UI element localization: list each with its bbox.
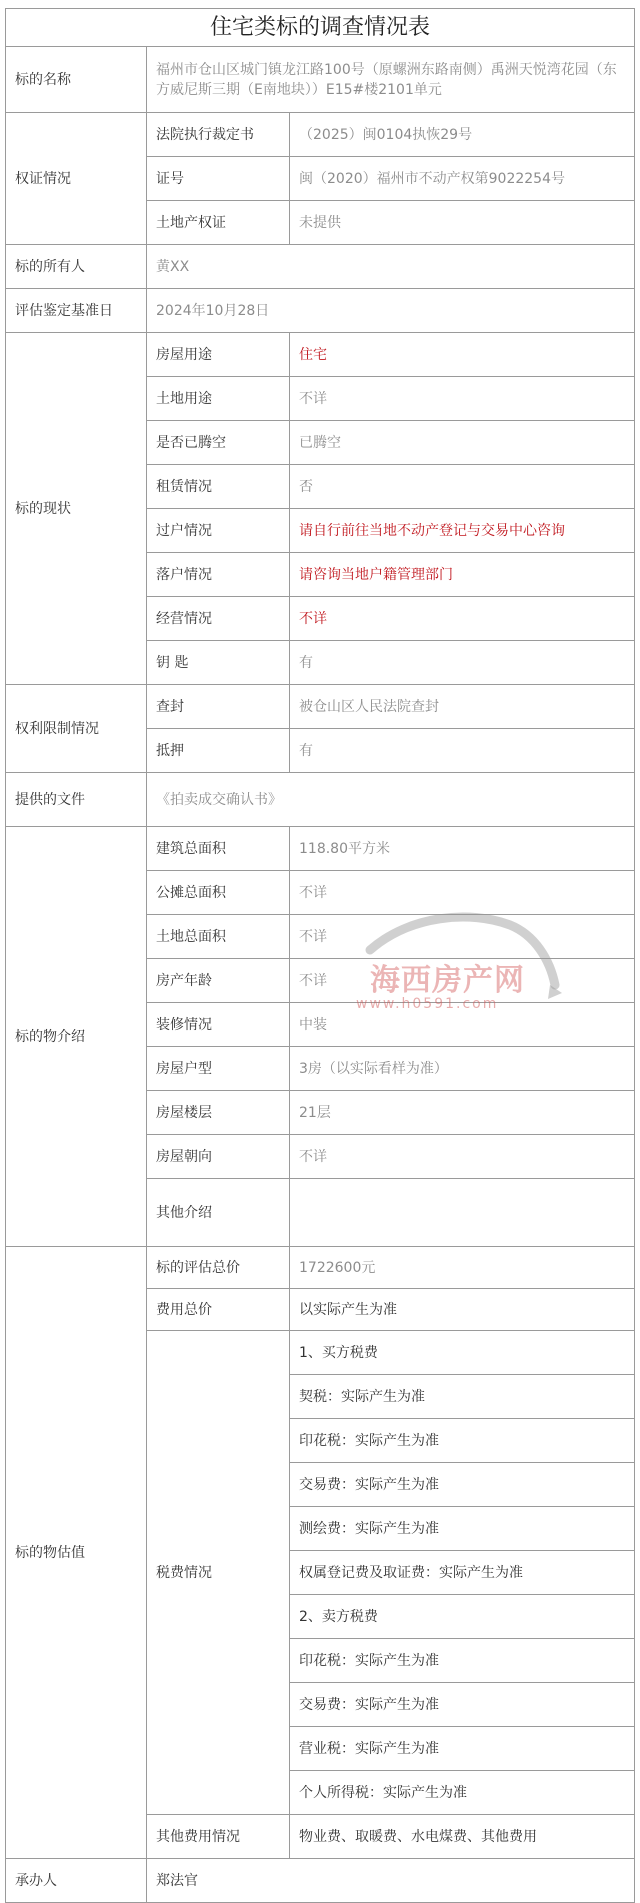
intro-item-label: 房屋户型 [147,1047,290,1091]
title-row [6,9,635,47]
intro-item-label: 其他介绍 [147,1179,290,1247]
valuation-total-value: 1722600元 [290,1247,635,1289]
status-item-label: 房屋用途 [147,333,290,377]
row-docs [6,773,635,827]
status-item-label: 落户情况 [147,553,290,597]
valuation-label: 标的物估值 [6,1247,147,1859]
status-item-label: 是否已腾空 [147,421,290,465]
tax-item: 印花税：实际产生为准 [290,1419,635,1463]
intro-item-value: 21层 [290,1091,635,1135]
tax-item: 营业税：实际产生为准 [290,1727,635,1771]
row-intro-1 [6,827,635,871]
tax-item: 个人所得税：实际产生为准 [290,1771,635,1815]
watermark-url: www.h0591.com [356,996,499,1012]
status-item-label: 经营情况 [147,597,290,641]
intro-item-label: 土地总面积 [147,915,290,959]
docs-label: 提供的文件 [6,773,147,827]
limit-item-label: 抵押 [147,729,290,773]
date-label: 评估鉴定基准日 [6,289,147,333]
cert-item-value: 闽（2020）福州市不动产权第9022254号 [290,157,635,201]
limit-item-value: 被仓山区人民法院查封 [290,685,635,729]
tax-item: 契税：实际产生为准 [290,1375,635,1419]
tax-item: 印花税：实际产生为准 [290,1639,635,1683]
other-fees-label: 其他费用情况 [147,1815,290,1859]
cert-item-label: 法院执行裁定书 [147,113,290,157]
survey-table [5,8,635,1903]
limit-item-value: 有 [290,729,635,773]
row-handler [6,1859,635,1903]
intro-item-value: 3房（以实际看样为准） [290,1047,635,1091]
status-item-value: 否 [290,465,635,509]
limit-label: 权利限制情况 [6,685,147,773]
owner-label: 标的所有人 [6,245,147,289]
intro-item-value: 不详 [290,959,635,1003]
docs-value: 《拍卖成交确认书》 [147,773,635,827]
status-item-value: 不详 [290,377,635,421]
handler-value: 郑法官 [147,1859,635,1903]
date-value: 2024年10月28日 [147,289,635,333]
tax-label: 税费情况 [147,1331,290,1815]
tax-item: 权属登记费及取证费：实际产生为准 [290,1551,635,1595]
tax-item: 1、买方税费 [290,1331,635,1375]
status-item-value: 请自行前往当地不动产登记与交易中心咨询 [290,509,635,553]
tax-item: 交易费：实际产生为准 [290,1463,635,1507]
intro-item-value [290,1179,635,1247]
tax-item: 测绘费：实际产生为准 [290,1507,635,1551]
intro-item-label: 房屋朝向 [147,1135,290,1179]
row-date [6,289,635,333]
intro-item-label: 建筑总面积 [147,827,290,871]
row-owner [6,245,635,289]
status-item-label: 租赁情况 [147,465,290,509]
watermark-text: 海西房产网 [370,963,525,998]
status-item-label: 过户情况 [147,509,290,553]
cert-item-value: （2025）闽0104执恢29号 [290,113,635,157]
row-valuation-total [6,1247,635,1289]
intro-item-label: 装修情况 [147,1003,290,1047]
row-cert-1 [6,113,635,157]
status-item-value: 有 [290,641,635,685]
status-item-label: 钥 匙 [147,641,290,685]
intro-item-value: 不详 [290,1135,635,1179]
owner-value: 黄XX [147,245,635,289]
status-label: 标的现状 [6,333,147,685]
name-value: 福州市仓山区城门镇龙江路100号（原螺洲东路南侧）禹洲天悦湾花园（东方威尼斯三期（E南地块））E15#楼2101单元 [147,47,635,113]
valuation-total-label: 标的评估总价 [147,1247,290,1289]
cert-item-value: 未提供 [290,201,635,245]
limit-item-label: 查封 [147,685,290,729]
status-item-value: 不详 [290,597,635,641]
intro-item-value: 中装 [290,1003,635,1047]
intro-item-label: 房屋楼层 [147,1091,290,1135]
fee-total-label: 费用总价 [147,1289,290,1331]
row-status-1 [6,333,635,377]
cert-label: 权证情况 [6,113,147,245]
row-name [6,47,635,113]
status-item-value: 住宅 [290,333,635,377]
name-label: 标的名称 [6,47,147,113]
intro-item-value: 118.80平方米 [290,827,635,871]
intro-item-value: 不详 [290,871,635,915]
intro-item-label: 公摊总面积 [147,871,290,915]
row-limit-1 [6,685,635,729]
fee-total-value: 以实际产生为准 [290,1289,635,1331]
tax-item: 交易费：实际产生为准 [290,1683,635,1727]
status-item-value: 请咨询当地户籍管理部门 [290,553,635,597]
intro-item-value: 不详 [290,915,635,959]
tax-item: 2、卖方税费 [290,1595,635,1639]
table-title: 住宅类标的调查情况表 [6,9,635,47]
handler-label: 承办人 [6,1859,147,1903]
cert-item-label: 土地产权证 [147,201,290,245]
intro-label: 标的物介绍 [6,827,147,1247]
status-item-value: 已腾空 [290,421,635,465]
cert-item-label: 证号 [147,157,290,201]
intro-item-label: 房产年龄 [147,959,290,1003]
status-item-label: 土地用途 [147,377,290,421]
other-fees-value: 物业费、取暖费、水电煤费、其他费用 [290,1815,635,1859]
